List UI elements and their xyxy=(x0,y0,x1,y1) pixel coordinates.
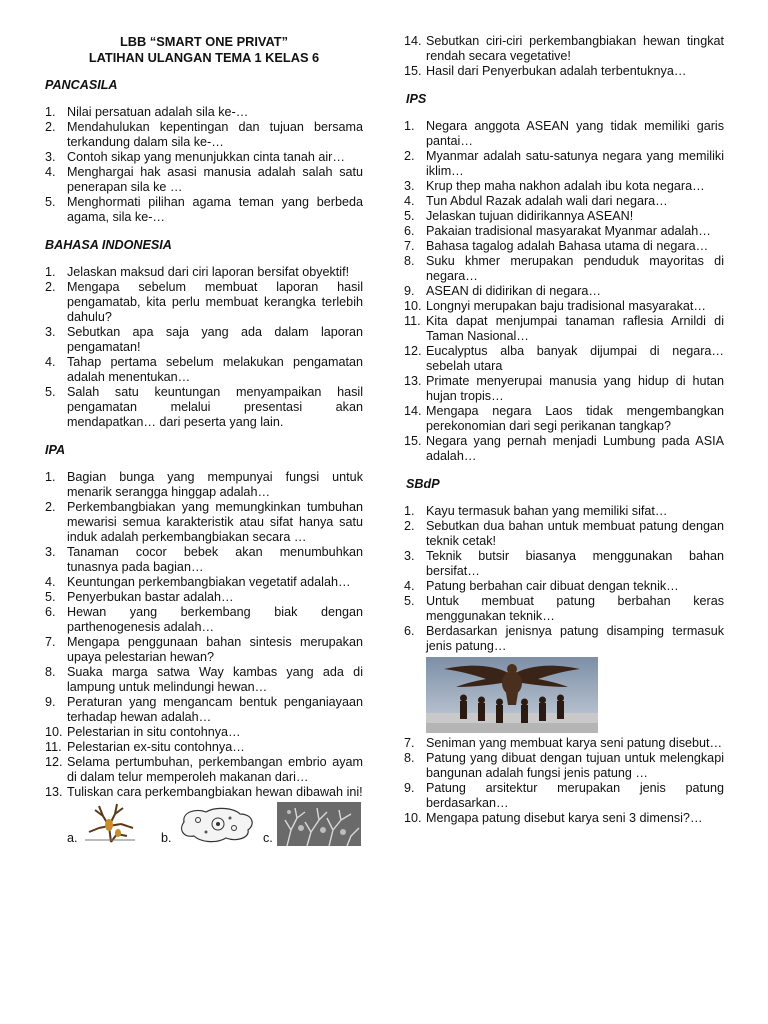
item-number: 7. xyxy=(404,736,415,750)
item-text: Patung arsitektur merupakan jenis patung berdasarkan… xyxy=(426,781,724,810)
item-text: Peraturan yang mengancam bentuk penganiayaan terhadap hewan adalah… xyxy=(67,695,363,724)
list-item xyxy=(45,755,363,785)
item-text: Seniman yang membuat karya seni patung disebut… xyxy=(426,736,723,750)
list-item xyxy=(45,635,363,665)
header-line-1: LBB “SMART ONE PRIVAT” xyxy=(119,34,288,49)
item-text: Sebutkan ciri-ciri perkembangbiakan hewan tingkat rendah secara vegetative! xyxy=(426,34,724,63)
item-number: 3. xyxy=(45,545,56,559)
item-number: 3. xyxy=(45,150,56,164)
item-number: 4. xyxy=(45,165,56,179)
list-item xyxy=(404,594,724,624)
item-text: Tanaman cocor bebek akan menumbuhkan tunasnya pada bagian… xyxy=(67,545,363,574)
item-text: Pelestarian ex-situ contohnya… xyxy=(67,740,245,754)
list-item xyxy=(45,385,363,430)
list-item xyxy=(404,374,724,404)
list-item xyxy=(45,590,363,605)
list-item xyxy=(45,195,363,225)
item-text: Patung berbahan cair dibuat dengan teknik… xyxy=(426,579,679,593)
list-item xyxy=(404,284,724,299)
list-item xyxy=(404,254,724,284)
item-number: 1. xyxy=(45,265,56,279)
item-number: 3. xyxy=(404,549,415,563)
list-item xyxy=(404,781,724,811)
monument-statue-image xyxy=(426,657,598,733)
list-item xyxy=(45,605,363,635)
list-item xyxy=(45,150,363,165)
item-number: 2. xyxy=(45,120,56,134)
item-text: Nilai persatuan adalah sila ke-… xyxy=(67,105,249,119)
item-text: Jelaskan maksud dari ciri laporan bersifat obyektif! xyxy=(67,265,350,279)
list-sbdp-continued xyxy=(404,736,724,826)
item-text: Tuliskan cara perkembangbiakan hewan dibawah ini! xyxy=(67,785,363,799)
item-number: 3. xyxy=(404,179,415,193)
item-text: Krup thep maha nakhon adalah ibu kota negara… xyxy=(426,179,705,193)
item-text: Eucalyptus alba banyak dijumpai di negara… sebelah utara xyxy=(426,344,724,373)
heading-bahasa-indonesia: BAHASA INDONESIA xyxy=(45,238,172,252)
list-ipa-continued xyxy=(404,34,724,79)
list-item xyxy=(45,575,363,590)
item-number: 1. xyxy=(45,105,56,119)
item-number: 14. xyxy=(404,34,422,48)
monument-image-wrap xyxy=(404,657,724,736)
item-text: Hasil dari Penyerbukan adalah terbentuknya… xyxy=(426,64,687,78)
list-item xyxy=(45,265,363,280)
image-label-a: a. xyxy=(67,831,78,845)
item-number: 4. xyxy=(45,575,56,589)
amoeba-image xyxy=(176,804,258,844)
item-text: Tahap pertama sebelum melakukan pengamatan adalah menentukan… xyxy=(67,355,363,384)
list-item xyxy=(45,120,363,150)
item-text: Myanmar adalah satu-satunya negara yang memiliki iklim… xyxy=(426,149,724,178)
item-text: Kita dapat menjumpai tanaman raflesia Arnildi di Taman Nasional… xyxy=(426,314,724,343)
list-item xyxy=(404,579,724,594)
item-text: Mengapa penggunaan bahan sintesis merupakan upaya pelestarian hewan? xyxy=(67,635,363,664)
item-number: 10. xyxy=(404,811,422,825)
item-text: Perkembangbiakan yang memungkinkan tumbuhan mewarisi semua karakteristik atau sifat hanya satu induk adalah perkembangbiakan secara … xyxy=(67,500,363,544)
item-number: 6. xyxy=(404,624,415,638)
list-pancasila xyxy=(45,105,363,225)
hydra-image xyxy=(81,802,139,846)
item-text: Selama pertumbuhan, perkembangan embrio ayam di dalam telur memperoleh makanan dari… xyxy=(67,755,363,784)
list-item xyxy=(404,179,724,194)
list-item xyxy=(45,355,363,385)
list-item xyxy=(404,239,724,254)
right-column xyxy=(404,34,724,826)
item-text: ASEAN di didirikan di negara… xyxy=(426,284,602,298)
list-item xyxy=(45,165,363,195)
item-text: Salah satu keuntungan menyampaikan hasil pengamatan melalui presentasi akan mendapatkan… dari peserta yang lain. xyxy=(67,385,363,429)
item-number: 9. xyxy=(45,695,56,709)
list-item xyxy=(404,149,724,179)
item-text: Suku khmer merupakan penduduk mayoritas di negara… xyxy=(426,254,724,283)
list-item xyxy=(45,545,363,575)
list-item xyxy=(404,34,724,64)
list-item xyxy=(45,695,363,725)
list-item xyxy=(404,519,724,549)
item-number: 2. xyxy=(45,500,56,514)
item-number: 9. xyxy=(404,284,415,298)
item-number: 6. xyxy=(404,224,415,238)
item-text: Menghormati pilihan agama teman yang berbeda agama, sila ke-… xyxy=(67,195,363,224)
item-number: 1. xyxy=(45,470,56,484)
list-item xyxy=(45,105,363,120)
item-number: 15. xyxy=(404,434,422,448)
item-text: Longnyi merupakan baju tradisional masyarakat… xyxy=(426,299,707,313)
list-item xyxy=(45,500,363,545)
item-text: Tun Abdul Razak adalah wali dari negara… xyxy=(426,194,668,208)
list-item xyxy=(404,751,724,781)
list-item xyxy=(404,64,724,79)
list-item xyxy=(404,119,724,149)
list-item xyxy=(404,624,724,654)
item-number: 15. xyxy=(404,64,422,78)
item-text: Patung yang dibuat dengan tujuan untuk melengkapi bangunan adalah fungsi jenis patung … xyxy=(426,751,724,780)
item-text: Mengapa negara Laos tidak mengembangkan perekonomian dari segi perikanan tangkap? xyxy=(426,404,724,433)
item-number: 2. xyxy=(45,280,56,294)
item-text: Mendahulukan kepentingan dan tujuan bersama terkandung dalam sila ke-… xyxy=(67,120,363,149)
list-item xyxy=(404,549,724,579)
list-item xyxy=(45,325,363,355)
item-number: 13. xyxy=(404,374,422,388)
item-number: 11. xyxy=(404,314,421,328)
item-number: 14. xyxy=(404,404,422,418)
item-number: 7. xyxy=(404,239,415,253)
coral-image xyxy=(277,802,361,846)
list-item xyxy=(404,434,724,464)
item-text: Pakaian tradisional masyarakat Myanmar adalah… xyxy=(426,224,711,238)
image-label-c: c. xyxy=(263,831,273,845)
item-number: 2. xyxy=(404,519,415,533)
item-text: Menghargai hak asasi manusia adalah salah satu penerapan sila ke … xyxy=(67,165,363,194)
heading-sbdp: SBdP xyxy=(406,477,440,491)
item-number: 4. xyxy=(404,579,415,593)
heading-pancasila: PANCASILA xyxy=(45,78,118,92)
item-text: Keuntungan perkembangbiakan vegetatif adalah… xyxy=(67,575,351,589)
list-bahasa-indonesia xyxy=(45,265,363,430)
heading-ips: IPS xyxy=(406,92,427,106)
ipa-images-row xyxy=(45,800,363,846)
item-number: 9. xyxy=(404,781,415,795)
list-item xyxy=(404,299,724,314)
list-sbdp xyxy=(404,504,724,654)
item-number: 12. xyxy=(404,344,422,358)
list-item xyxy=(45,280,363,325)
item-text: Mengapa sebelum membuat laporan hasil pengamatab, kita perlu membuat kerangka terlebih dahulu? xyxy=(67,280,363,324)
item-text: Bahasa tagalog adalah Bahasa utama di negara… xyxy=(426,239,709,253)
item-text: Contoh sikap yang menunjukkan cinta tanah air… xyxy=(67,150,345,164)
list-item xyxy=(45,470,363,500)
item-number: 5. xyxy=(45,195,56,209)
list-ips xyxy=(404,119,724,464)
item-text: Negara yang pernah menjadi Lumbung pada ASIA adalah… xyxy=(426,434,724,463)
item-number: 1. xyxy=(404,504,415,518)
list-item xyxy=(45,740,363,755)
list-item xyxy=(404,314,724,344)
item-text: Suaka marga satwa Way kambas yang ada di lampung untuk melindungi hewan… xyxy=(67,665,363,694)
item-number: 6. xyxy=(45,605,56,619)
item-number: 8. xyxy=(404,751,415,765)
list-item xyxy=(404,209,724,224)
item-number: 13. xyxy=(45,785,63,799)
item-number: 2. xyxy=(404,149,415,163)
header-line-2: LATIHAN ULANGAN TEMA 1 KELAS 6 xyxy=(88,50,320,65)
item-number: 12. xyxy=(45,755,63,769)
list-item xyxy=(404,811,724,826)
list-item xyxy=(404,344,724,374)
list-ipa xyxy=(45,470,363,800)
item-number: 3. xyxy=(45,325,56,339)
item-text: Hewan yang berkembang biak dengan parthenogenesis adalah… xyxy=(67,605,363,634)
item-text: Teknik butsir biasanya menggunakan bahan bersifat… xyxy=(426,549,724,578)
item-number: 7. xyxy=(45,635,56,649)
item-number: 1. xyxy=(404,119,415,133)
item-text: Kayu termasuk bahan yang memiliki sifat… xyxy=(426,504,668,518)
item-text: Penyerbukan bastar adalah… xyxy=(67,590,234,604)
item-number: 4. xyxy=(404,194,415,208)
item-number: 10. xyxy=(45,725,63,739)
item-number: 5. xyxy=(404,209,415,223)
item-number: 8. xyxy=(45,665,56,679)
list-item xyxy=(404,224,724,239)
item-text: Sebutkan apa saja yang ada dalam laporan pengamatan! xyxy=(67,325,363,354)
item-number: 4. xyxy=(45,355,56,369)
item-number: 5. xyxy=(45,590,56,604)
item-number: 5. xyxy=(45,385,56,399)
item-number: 10. xyxy=(404,299,422,313)
item-number: 5. xyxy=(404,594,415,608)
heading-ipa: IPA xyxy=(45,443,66,457)
image-label-b: b. xyxy=(161,831,172,845)
item-text: Negara anggota ASEAN yang tidak memiliki garis pantai… xyxy=(426,119,724,148)
item-text: Mengapa patung disebut karya seni 3 dimensi?… xyxy=(426,811,703,825)
list-item xyxy=(404,736,724,751)
item-number: 11. xyxy=(45,740,62,754)
list-item xyxy=(404,404,724,434)
item-number: 8. xyxy=(404,254,415,268)
item-text: Sebutkan dua bahan untuk membuat patung dengan teknik cetak! xyxy=(426,519,724,548)
list-item xyxy=(404,194,724,209)
list-item xyxy=(45,785,363,800)
item-text: Pelestarian in situ contohnya… xyxy=(67,725,241,739)
item-text: Primate menyerupai manusia yang hidup di hutan hujan tropis… xyxy=(426,374,724,403)
list-item xyxy=(45,725,363,740)
list-item xyxy=(404,504,724,519)
list-item xyxy=(45,665,363,695)
item-text: Berdasarkan jenisnya patung disamping termasuk jenis patung… xyxy=(426,624,724,653)
item-text: Jelaskan tujuan didirikannya ASEAN! xyxy=(426,209,634,223)
item-text: Untuk membuat patung berbahan keras menggunakan teknik… xyxy=(426,594,724,623)
left-column xyxy=(45,34,363,846)
item-text: Bagian bunga yang mempunyai fungsi untuk menarik serangga hinggap adalah… xyxy=(67,470,363,499)
